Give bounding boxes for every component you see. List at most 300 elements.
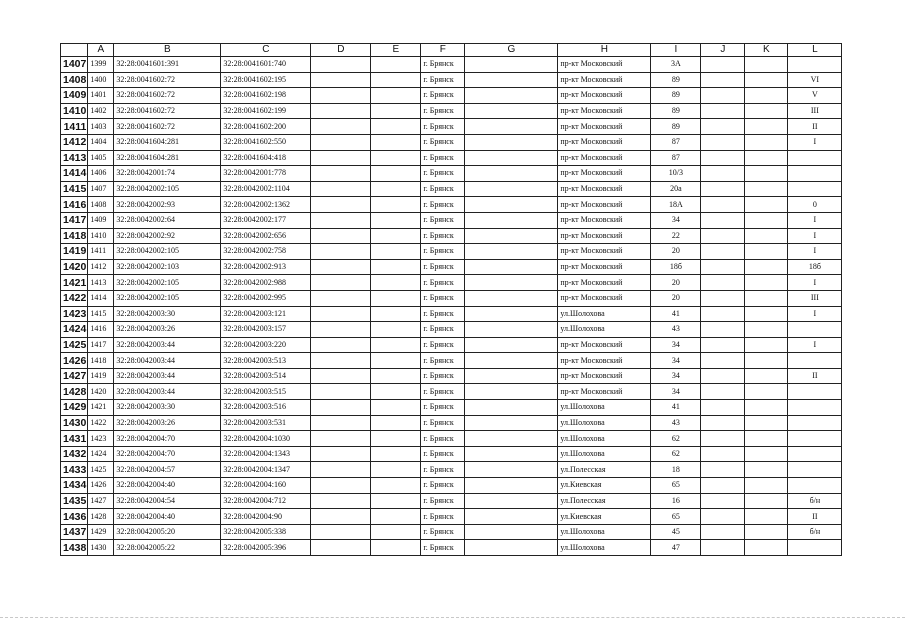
cell-l[interactable]: б/н xyxy=(788,524,842,540)
cell-f[interactable]: г. Брянск xyxy=(421,384,465,400)
cell-e[interactable] xyxy=(371,493,421,509)
cell-k[interactable] xyxy=(745,134,788,150)
cell-h[interactable]: пр-кт Московский xyxy=(558,259,651,275)
cell-j[interactable] xyxy=(701,244,745,260)
cell-a[interactable]: 1401 xyxy=(88,88,114,104)
cell-l[interactable]: III xyxy=(788,103,842,119)
cell-e[interactable] xyxy=(371,415,421,431)
cell-k[interactable] xyxy=(745,244,788,260)
cell-i[interactable]: 34 xyxy=(651,212,701,228)
cell-i[interactable]: 89 xyxy=(651,88,701,104)
cell-h[interactable]: пр-кт Московский xyxy=(558,353,651,369)
cell-i[interactable]: 20 xyxy=(651,290,701,306)
cell-l[interactable]: III xyxy=(788,290,842,306)
cell-a[interactable]: 1419 xyxy=(88,368,114,384)
cell-h[interactable]: ул.Шолохова xyxy=(558,415,651,431)
cell-h[interactable]: ул.Шолохова xyxy=(558,400,651,416)
cell-f[interactable]: г. Брянск xyxy=(421,244,465,260)
cell-a[interactable]: 1421 xyxy=(88,400,114,416)
cell-b[interactable]: 32:28:0042002:103 xyxy=(114,259,221,275)
cell-l[interactable]: 18б xyxy=(788,259,842,275)
cell-e[interactable] xyxy=(371,462,421,478)
cell-b[interactable]: 32:28:0042002:92 xyxy=(114,228,221,244)
cell-b[interactable]: 32:28:0041602:72 xyxy=(114,88,221,104)
cell-e[interactable] xyxy=(371,57,421,73)
cell-c[interactable]: 32:28:0042002:1104 xyxy=(221,181,311,197)
cell-i[interactable]: 87 xyxy=(651,134,701,150)
row-number-cell[interactable]: 1414 xyxy=(61,166,88,182)
row-number-cell[interactable]: 1416 xyxy=(61,197,88,213)
cell-g[interactable] xyxy=(465,212,558,228)
cell-l[interactable] xyxy=(788,322,842,338)
row-number-cell[interactable]: 1408 xyxy=(61,72,88,88)
cell-d[interactable] xyxy=(311,103,371,119)
cell-j[interactable] xyxy=(701,181,745,197)
row-number-cell[interactable]: 1433 xyxy=(61,462,88,478)
cell-c[interactable]: 32:28:0042003:516 xyxy=(221,400,311,416)
cell-g[interactable] xyxy=(465,478,558,494)
cell-g[interactable] xyxy=(465,166,558,182)
cell-c[interactable]: 32:28:0041602:199 xyxy=(221,103,311,119)
cell-b[interactable]: 32:28:0041602:72 xyxy=(114,72,221,88)
cell-i[interactable]: 41 xyxy=(651,306,701,322)
row-number-cell[interactable]: 1422 xyxy=(61,290,88,306)
cell-g[interactable] xyxy=(465,353,558,369)
cell-e[interactable] xyxy=(371,244,421,260)
cell-c[interactable]: 32:28:0042005:338 xyxy=(221,524,311,540)
cell-d[interactable] xyxy=(311,384,371,400)
cell-l[interactable] xyxy=(788,57,842,73)
cell-c[interactable]: 32:28:0042003:157 xyxy=(221,322,311,338)
cell-k[interactable] xyxy=(745,368,788,384)
cell-a[interactable]: 1404 xyxy=(88,134,114,150)
cell-h[interactable]: пр-кт Московский xyxy=(558,368,651,384)
cell-f[interactable]: г. Брянск xyxy=(421,88,465,104)
cell-f[interactable]: г. Брянск xyxy=(421,431,465,447)
cell-a[interactable]: 1402 xyxy=(88,103,114,119)
row-number-cell[interactable]: 1410 xyxy=(61,103,88,119)
cell-d[interactable] xyxy=(311,275,371,291)
cell-g[interactable] xyxy=(465,57,558,73)
cell-c[interactable]: 32:28:0041604:418 xyxy=(221,150,311,166)
cell-l[interactable] xyxy=(788,353,842,369)
cell-b[interactable]: 32:28:0042005:20 xyxy=(114,524,221,540)
cell-g[interactable] xyxy=(465,228,558,244)
cell-h[interactable]: пр-кт Московский xyxy=(558,197,651,213)
cell-k[interactable] xyxy=(745,275,788,291)
cell-b[interactable]: 32:28:0041604:281 xyxy=(114,134,221,150)
cell-c[interactable]: 32:28:0041601:740 xyxy=(221,57,311,73)
cell-d[interactable] xyxy=(311,306,371,322)
cell-g[interactable] xyxy=(465,384,558,400)
cell-f[interactable]: г. Брянск xyxy=(421,524,465,540)
cell-f[interactable]: г. Брянск xyxy=(421,462,465,478)
cell-a[interactable]: 1406 xyxy=(88,166,114,182)
cell-k[interactable] xyxy=(745,119,788,135)
cell-j[interactable] xyxy=(701,462,745,478)
cell-g[interactable] xyxy=(465,462,558,478)
cell-c[interactable]: 32:28:0042003:513 xyxy=(221,353,311,369)
cell-l[interactable] xyxy=(788,384,842,400)
cell-j[interactable] xyxy=(701,88,745,104)
row-number-cell[interactable]: 1437 xyxy=(61,524,88,540)
cell-e[interactable] xyxy=(371,134,421,150)
cell-j[interactable] xyxy=(701,72,745,88)
cell-f[interactable]: г. Брянск xyxy=(421,337,465,353)
cell-l[interactable]: II xyxy=(788,368,842,384)
cell-l[interactable]: I xyxy=(788,212,842,228)
cell-b[interactable]: 32:28:0042004:70 xyxy=(114,446,221,462)
cell-g[interactable] xyxy=(465,493,558,509)
column-header-a[interactable]: A xyxy=(88,44,114,57)
row-number-cell[interactable]: 1432 xyxy=(61,446,88,462)
cell-h[interactable]: пр-кт Московский xyxy=(558,228,651,244)
row-number-cell[interactable]: 1407 xyxy=(61,57,88,73)
cell-a[interactable]: 1423 xyxy=(88,431,114,447)
row-number-cell[interactable]: 1413 xyxy=(61,150,88,166)
cell-k[interactable] xyxy=(745,72,788,88)
cell-k[interactable] xyxy=(745,322,788,338)
cell-i[interactable]: 43 xyxy=(651,415,701,431)
cell-h[interactable]: пр-кт Московский xyxy=(558,181,651,197)
cell-j[interactable] xyxy=(701,290,745,306)
cell-k[interactable] xyxy=(745,337,788,353)
cell-g[interactable] xyxy=(465,322,558,338)
cell-e[interactable] xyxy=(371,275,421,291)
cell-j[interactable] xyxy=(701,212,745,228)
cell-b[interactable]: 32:28:0042003:30 xyxy=(114,306,221,322)
row-number-cell[interactable]: 1436 xyxy=(61,509,88,525)
cell-h[interactable]: ул.Шолохова xyxy=(558,524,651,540)
cell-e[interactable] xyxy=(371,259,421,275)
cell-l[interactable]: VI xyxy=(788,72,842,88)
cell-b[interactable]: 32:28:0042002:105 xyxy=(114,181,221,197)
cell-l[interactable]: 0 xyxy=(788,197,842,213)
cell-g[interactable] xyxy=(465,119,558,135)
row-number-cell[interactable]: 1417 xyxy=(61,212,88,228)
cell-a[interactable]: 1413 xyxy=(88,275,114,291)
cell-f[interactable]: г. Брянск xyxy=(421,322,465,338)
cell-a[interactable]: 1407 xyxy=(88,181,114,197)
cell-g[interactable] xyxy=(465,259,558,275)
cell-a[interactable]: 1426 xyxy=(88,478,114,494)
cell-e[interactable] xyxy=(371,150,421,166)
cell-f[interactable]: г. Брянск xyxy=(421,150,465,166)
cell-d[interactable] xyxy=(311,197,371,213)
cell-f[interactable]: г. Брянск xyxy=(421,275,465,291)
cell-k[interactable] xyxy=(745,493,788,509)
cell-b[interactable]: 32:28:0041602:72 xyxy=(114,103,221,119)
cell-c[interactable]: 32:28:0042002:1362 xyxy=(221,197,311,213)
cell-f[interactable]: г. Брянск xyxy=(421,368,465,384)
cell-h[interactable]: пр-кт Московский xyxy=(558,337,651,353)
cell-h[interactable]: пр-кт Московский xyxy=(558,166,651,182)
cell-j[interactable] xyxy=(701,431,745,447)
cell-c[interactable]: 32:28:0042004:1343 xyxy=(221,446,311,462)
cell-h[interactable]: пр-кт Московский xyxy=(558,72,651,88)
cell-k[interactable] xyxy=(745,478,788,494)
cell-h[interactable]: ул.Шолохова xyxy=(558,446,651,462)
cell-i[interactable]: 43 xyxy=(651,322,701,338)
cell-k[interactable] xyxy=(745,181,788,197)
row-number-cell[interactable]: 1411 xyxy=(61,119,88,135)
cell-d[interactable] xyxy=(311,540,371,556)
row-number-cell[interactable]: 1412 xyxy=(61,134,88,150)
cell-b[interactable]: 32:28:0042004:40 xyxy=(114,509,221,525)
cell-c[interactable]: 32:28:0042002:988 xyxy=(221,275,311,291)
cell-l[interactable]: II xyxy=(788,119,842,135)
cell-h[interactable]: пр-кт Московский xyxy=(558,88,651,104)
cell-i[interactable]: 22 xyxy=(651,228,701,244)
cell-j[interactable] xyxy=(701,509,745,525)
cell-l[interactable]: I xyxy=(788,134,842,150)
cell-j[interactable] xyxy=(701,337,745,353)
cell-h[interactable]: ул.Киевская xyxy=(558,478,651,494)
cell-b[interactable]: 32:28:0042004:70 xyxy=(114,431,221,447)
row-number-cell[interactable]: 1423 xyxy=(61,306,88,322)
cell-l[interactable] xyxy=(788,478,842,494)
cell-i[interactable]: 87 xyxy=(651,150,701,166)
cell-j[interactable] xyxy=(701,134,745,150)
cell-d[interactable] xyxy=(311,368,371,384)
cell-c[interactable]: 32:28:0041602:198 xyxy=(221,88,311,104)
row-number-cell[interactable]: 1418 xyxy=(61,228,88,244)
cell-d[interactable] xyxy=(311,181,371,197)
row-number-cell[interactable]: 1420 xyxy=(61,259,88,275)
cell-b[interactable]: 32:28:0042002:93 xyxy=(114,197,221,213)
cell-d[interactable] xyxy=(311,509,371,525)
cell-c[interactable]: 32:28:0042003:531 xyxy=(221,415,311,431)
row-number-cell[interactable]: 1435 xyxy=(61,493,88,509)
cell-d[interactable] xyxy=(311,72,371,88)
cell-b[interactable]: 32:28:0041602:72 xyxy=(114,119,221,135)
cell-f[interactable]: г. Брянск xyxy=(421,119,465,135)
cell-b[interactable]: 32:28:0042001:74 xyxy=(114,166,221,182)
column-header-j[interactable]: J xyxy=(701,44,745,57)
cell-l[interactable] xyxy=(788,462,842,478)
cell-d[interactable] xyxy=(311,88,371,104)
cell-k[interactable] xyxy=(745,150,788,166)
cell-k[interactable] xyxy=(745,540,788,556)
cell-a[interactable]: 1427 xyxy=(88,493,114,509)
cell-e[interactable] xyxy=(371,478,421,494)
cell-d[interactable] xyxy=(311,493,371,509)
cell-c[interactable]: 32:28:0042003:514 xyxy=(221,368,311,384)
cell-e[interactable] xyxy=(371,197,421,213)
cell-c[interactable]: 32:28:0042004:1030 xyxy=(221,431,311,447)
cell-a[interactable]: 1403 xyxy=(88,119,114,135)
cell-i[interactable]: 18 xyxy=(651,462,701,478)
row-number-cell[interactable]: 1425 xyxy=(61,337,88,353)
cell-a[interactable]: 1422 xyxy=(88,415,114,431)
cell-k[interactable] xyxy=(745,431,788,447)
cell-g[interactable] xyxy=(465,400,558,416)
cell-d[interactable] xyxy=(311,524,371,540)
cell-f[interactable]: г. Брянск xyxy=(421,181,465,197)
cell-j[interactable] xyxy=(701,166,745,182)
cell-e[interactable] xyxy=(371,72,421,88)
cell-h[interactable]: пр-кт Московский xyxy=(558,212,651,228)
row-number-cell[interactable]: 1427 xyxy=(61,368,88,384)
cell-a[interactable]: 1429 xyxy=(88,524,114,540)
cell-l[interactable] xyxy=(788,166,842,182)
cell-a[interactable]: 1409 xyxy=(88,212,114,228)
cell-i[interactable]: 20 xyxy=(651,275,701,291)
cell-c[interactable]: 32:28:0042002:995 xyxy=(221,290,311,306)
cell-i[interactable]: 34 xyxy=(651,384,701,400)
cell-c[interactable]: 32:28:0042004:160 xyxy=(221,478,311,494)
cell-c[interactable]: 32:28:0042003:220 xyxy=(221,337,311,353)
cell-a[interactable]: 1428 xyxy=(88,509,114,525)
cell-j[interactable] xyxy=(701,400,745,416)
cell-g[interactable] xyxy=(465,181,558,197)
cell-a[interactable]: 1417 xyxy=(88,337,114,353)
row-number-cell[interactable]: 1424 xyxy=(61,322,88,338)
cell-k[interactable] xyxy=(745,197,788,213)
column-header-c[interactable]: C xyxy=(221,44,311,57)
cell-j[interactable] xyxy=(701,415,745,431)
cell-b[interactable]: 32:28:0042003:26 xyxy=(114,415,221,431)
cell-g[interactable] xyxy=(465,415,558,431)
cell-e[interactable] xyxy=(371,368,421,384)
cell-e[interactable] xyxy=(371,540,421,556)
cell-e[interactable] xyxy=(371,166,421,182)
cell-j[interactable] xyxy=(701,306,745,322)
cell-i[interactable]: 62 xyxy=(651,431,701,447)
cell-f[interactable]: г. Брянск xyxy=(421,400,465,416)
cell-c[interactable]: 32:28:0041602:195 xyxy=(221,72,311,88)
cell-g[interactable] xyxy=(465,290,558,306)
cell-e[interactable] xyxy=(371,384,421,400)
row-number-cell[interactable]: 1430 xyxy=(61,415,88,431)
cell-c[interactable]: 32:28:0041602:200 xyxy=(221,119,311,135)
cell-f[interactable]: г. Брянск xyxy=(421,103,465,119)
cell-e[interactable] xyxy=(371,322,421,338)
cell-k[interactable] xyxy=(745,88,788,104)
cell-d[interactable] xyxy=(311,228,371,244)
cell-f[interactable]: г. Брянск xyxy=(421,57,465,73)
cell-l[interactable] xyxy=(788,415,842,431)
column-header-f[interactable]: F xyxy=(421,44,465,57)
cell-k[interactable] xyxy=(745,103,788,119)
cell-f[interactable]: г. Брянск xyxy=(421,493,465,509)
cell-d[interactable] xyxy=(311,478,371,494)
cell-h[interactable]: ул.Шолохова xyxy=(558,306,651,322)
cell-d[interactable] xyxy=(311,415,371,431)
cell-i[interactable]: 45 xyxy=(651,524,701,540)
cell-j[interactable] xyxy=(701,119,745,135)
cell-e[interactable] xyxy=(371,212,421,228)
cell-d[interactable] xyxy=(311,353,371,369)
cell-l[interactable] xyxy=(788,150,842,166)
cell-g[interactable] xyxy=(465,540,558,556)
cell-b[interactable]: 32:28:0041601:391 xyxy=(114,57,221,73)
cell-i[interactable]: 41 xyxy=(651,400,701,416)
cell-h[interactable]: пр-кт Московский xyxy=(558,150,651,166)
cell-d[interactable] xyxy=(311,400,371,416)
cell-e[interactable] xyxy=(371,290,421,306)
cell-g[interactable] xyxy=(465,306,558,322)
cell-l[interactable] xyxy=(788,540,842,556)
cell-e[interactable] xyxy=(371,306,421,322)
cell-c[interactable]: 32:28:0042002:177 xyxy=(221,212,311,228)
cell-h[interactable]: пр-кт Московский xyxy=(558,134,651,150)
cell-l[interactable] xyxy=(788,431,842,447)
cell-c[interactable]: 32:28:0042003:121 xyxy=(221,306,311,322)
cell-i[interactable]: 65 xyxy=(651,478,701,494)
cell-e[interactable] xyxy=(371,88,421,104)
cell-a[interactable]: 1415 xyxy=(88,306,114,322)
cell-i[interactable]: 18А xyxy=(651,197,701,213)
column-header-d[interactable]: D xyxy=(311,44,371,57)
cell-l[interactable] xyxy=(788,400,842,416)
cell-f[interactable]: г. Брянск xyxy=(421,228,465,244)
cell-k[interactable] xyxy=(745,462,788,478)
cell-e[interactable] xyxy=(371,446,421,462)
cell-k[interactable] xyxy=(745,524,788,540)
cell-e[interactable] xyxy=(371,524,421,540)
cell-i[interactable]: 20 xyxy=(651,244,701,260)
cell-j[interactable] xyxy=(701,57,745,73)
cell-d[interactable] xyxy=(311,150,371,166)
row-number-cell[interactable]: 1415 xyxy=(61,181,88,197)
cell-b[interactable]: 32:28:0041604:281 xyxy=(114,150,221,166)
row-number-cell[interactable]: 1428 xyxy=(61,384,88,400)
cell-g[interactable] xyxy=(465,197,558,213)
cell-h[interactable]: пр-кт Московский xyxy=(558,119,651,135)
cell-h[interactable]: пр-кт Московский xyxy=(558,290,651,306)
cell-f[interactable]: г. Брянск xyxy=(421,509,465,525)
cell-j[interactable] xyxy=(701,259,745,275)
cell-b[interactable]: 32:28:0042003:44 xyxy=(114,384,221,400)
cell-a[interactable]: 1414 xyxy=(88,290,114,306)
cell-b[interactable]: 32:28:0042004:57 xyxy=(114,462,221,478)
cell-c[interactable]: 32:28:0042003:515 xyxy=(221,384,311,400)
cell-i[interactable]: 89 xyxy=(651,72,701,88)
cell-f[interactable]: г. Брянск xyxy=(421,197,465,213)
cell-l[interactable]: I xyxy=(788,244,842,260)
cell-d[interactable] xyxy=(311,462,371,478)
cell-j[interactable] xyxy=(701,150,745,166)
cell-h[interactable]: пр-кт Московский xyxy=(558,384,651,400)
column-header-i[interactable]: I xyxy=(651,44,701,57)
cell-i[interactable]: 34 xyxy=(651,368,701,384)
cell-i[interactable]: 16 xyxy=(651,493,701,509)
cell-c[interactable]: 32:28:0042002:656 xyxy=(221,228,311,244)
cell-h[interactable]: ул.Шолохова xyxy=(558,540,651,556)
cell-c[interactable]: 32:28:0042002:913 xyxy=(221,259,311,275)
cell-b[interactable]: 32:28:0042002:105 xyxy=(114,290,221,306)
cell-h[interactable]: ул.Полесская xyxy=(558,493,651,509)
cell-k[interactable] xyxy=(745,259,788,275)
cell-d[interactable] xyxy=(311,446,371,462)
cell-a[interactable]: 1424 xyxy=(88,446,114,462)
cell-a[interactable]: 1399 xyxy=(88,57,114,73)
cell-l[interactable] xyxy=(788,446,842,462)
column-header-l[interactable]: L xyxy=(788,44,842,57)
cell-a[interactable]: 1405 xyxy=(88,150,114,166)
cell-g[interactable] xyxy=(465,431,558,447)
cell-f[interactable]: г. Брянск xyxy=(421,290,465,306)
cell-c[interactable]: 32:28:0042005:396 xyxy=(221,540,311,556)
cell-k[interactable] xyxy=(745,446,788,462)
cell-h[interactable]: пр-кт Московский xyxy=(558,57,651,73)
cell-i[interactable]: 89 xyxy=(651,119,701,135)
cell-b[interactable]: 32:28:0042002:64 xyxy=(114,212,221,228)
cell-d[interactable] xyxy=(311,119,371,135)
cell-b[interactable]: 32:28:0042003:26 xyxy=(114,322,221,338)
cell-k[interactable] xyxy=(745,166,788,182)
